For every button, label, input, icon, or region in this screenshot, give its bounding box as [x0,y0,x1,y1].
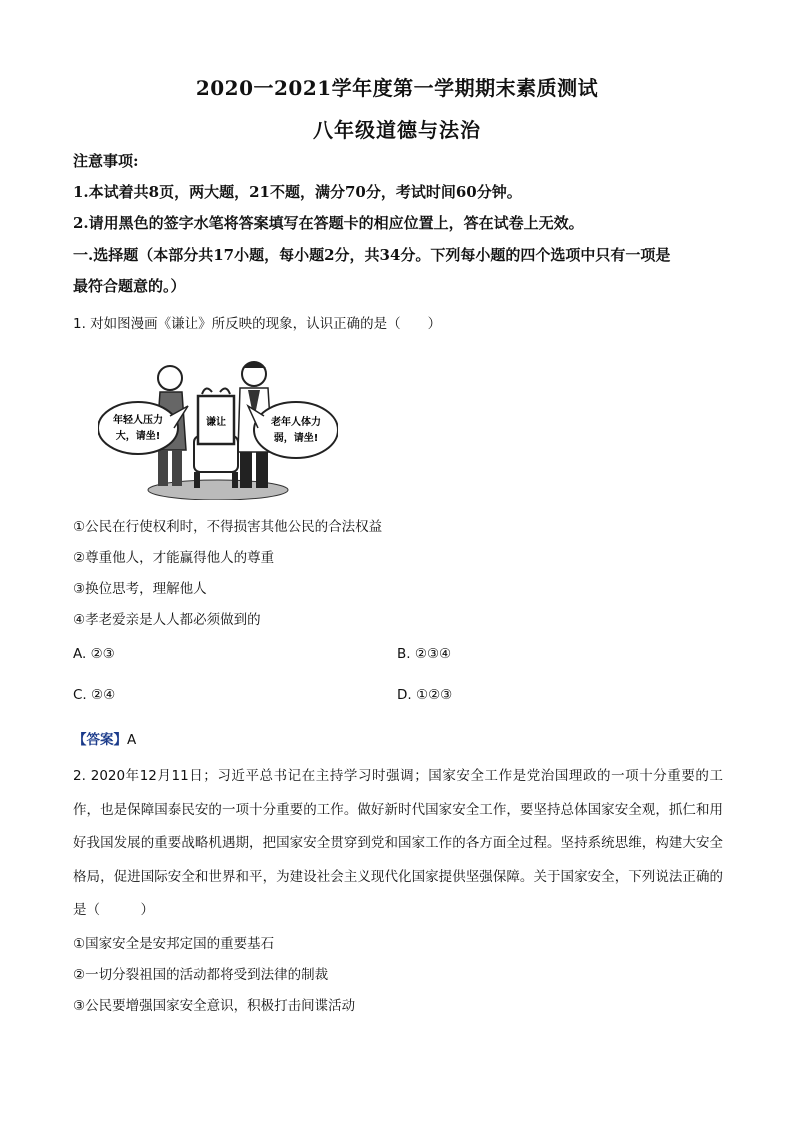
exam-subject: 八年级道德与法治 [313,118,481,142]
q2-statement-1: ①国家安全是安邦定国的重要基石 [73,936,275,952]
q1-statement-1: ①公民在行使权利时，不得损害其他公民的合法权益 [73,519,383,535]
section-heading-cont: 最符合题意的。） [73,277,186,295]
q1-option-c: C. ②④ [73,687,116,703]
cartoon-illustration [98,340,338,500]
q2-statement-3: ③公民要增强国家安全意识，积极打击间谍活动 [73,998,356,1014]
exam-title: 2020一2021学年度第一学期期末素质测试 [195,76,599,100]
cartoon-right-bubble-line1: 老年人体力 [271,417,321,428]
cartoon-left-bubble-line2: 大，请坐! [115,431,161,442]
q1-statement-3: ③换位思考，理解他人 [73,581,207,597]
notice-item-2: 2.请用黑色的签字水笔将答案填写在答题卡的相应位置上，答在试卷上无效。 [73,214,584,232]
cartoon-left-bubble-line1: 年轻人压力 [113,415,163,426]
answer-label: 【答案】 [73,732,127,748]
q1-option-a: A. ②③ [73,646,115,662]
notice-heading: 注意事项: [73,152,139,170]
question-2-stem: 2. 2020年12月11日；习近平总书记在主持学习时强调；国家安全工作是党治国理政的一项十分重要的工作，也是保障国泰民安的一项十分重要的工作。做好新时代国家安全工作，要坚持总体国家安全观，抓仁和用好我国发展的重要战略机遇期，把国家安全贯穿到党和国家工作的各方面全过程。坚持系统思维，构建大安全格局，促进国际安全和世界和平，为建设社会主义现代化国家提供坚强保障。关于国家安全，下列说法正确的是（ ） [73,768,723,918]
q1-option-d: D. ①②③ [397,687,453,703]
q1-answer [73,728,136,748]
q2-statement-2: ②一切分裂祖国的活动都将受到法律的制裁 [73,967,329,983]
q1-statement-4: ④孝老爱亲是人人都必须做到的 [73,612,261,628]
answer-value: A [127,732,137,748]
q1-statement-2: ②尊重他人，才能赢得他人的尊重 [73,550,275,566]
question-1-stem: 1. 对如图漫画《谦让》所反映的现象，认识正确的是（ ） [73,316,442,332]
section-heading: 一.选择题（本部分共17小题，每小题2分，共34分。下列每小题的四个选项中只有一项是 [73,246,671,264]
q1-option-b: B. ②③④ [397,646,452,662]
cartoon-sign-text: 谦让 [206,417,226,428]
notice-item-1: 1.本试着共8页，两大题，21不题，满分70分，考试时间60分钟。 [73,183,522,201]
cartoon-right-bubble-line2: 弱，请坐! [273,433,319,444]
